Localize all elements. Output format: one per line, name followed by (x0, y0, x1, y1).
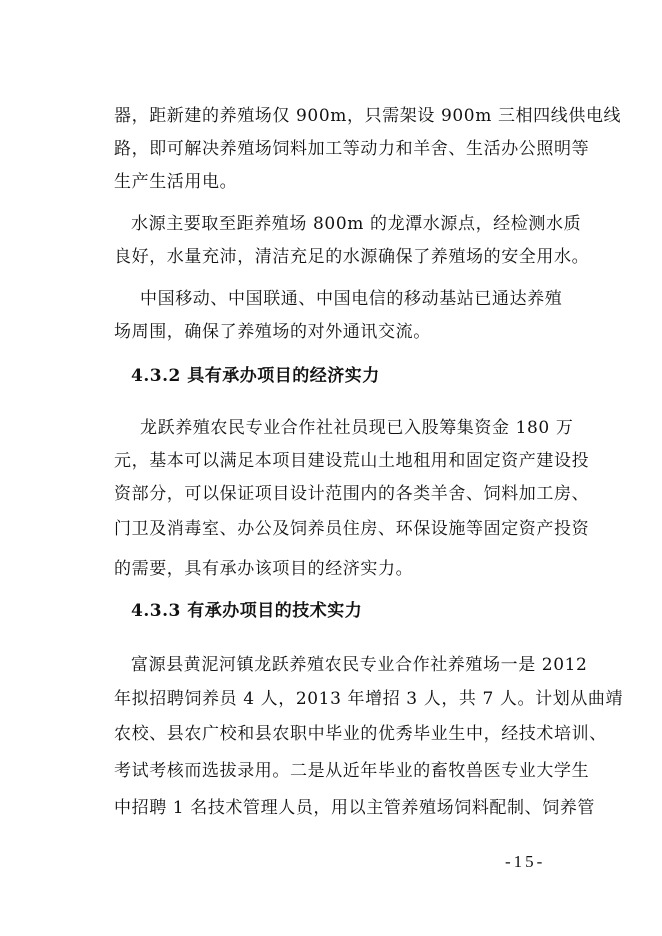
page-number: -15- (505, 852, 546, 871)
text-line: 农校、县农广校和县农职中毕业的优秀毕业生中，经技术培训、 (114, 724, 607, 744)
text-line: 生产生活用电。 (114, 172, 238, 192)
section-heading-4-3-3: 4.3.3 有承办项目的技术实力 (131, 601, 363, 621)
text-line: 考试考核而选拔录用。二是从近年毕业的畜牧兽医专业大学生 (114, 761, 590, 781)
text-line: 水源主要取至距养殖场 800m 的龙潭水源点，经检测水质 (131, 214, 582, 234)
text-line: 元，基本可以满足本项目建设荒山土地租用和固定资产建设投 (114, 451, 590, 471)
text-line: 场周围，确保了养殖场的对外通讯交流。 (114, 322, 431, 342)
text-line: 中国移动、中国联通、中国电信的移动基站已通达养殖 (140, 289, 563, 309)
text-line: 路，即可解决养殖场饲料加工等动力和羊舍、生活办公照明等 (114, 139, 590, 159)
text-line: 年拟招聘饲养员 4 人，2013 年增招 3 人，共 7 人。计划从曲靖 (114, 689, 624, 709)
text-line: 中招聘 1 名技术管理人员，用以主管养殖场饲料配制、饲养管 (114, 798, 596, 818)
text-line: 良好，水量充沛，清洁充足的水源确保了养殖场的安全用水。 (114, 247, 590, 267)
text-line: 资部分，可以保证项目设计范围内的各类羊舍、饲料加工房、 (114, 484, 590, 504)
text-line: 器，距新建的养殖场仅 900m，只需架设 900m 三相四线供电线 (114, 106, 622, 126)
text-line: 富源县黄泥河镇龙跃养殖农民专业合作社养殖场一是 2012 (131, 655, 588, 675)
text-line: 的需要，具有承办该项目的经济实力。 (114, 559, 414, 579)
section-heading-4-3-2: 4.3.2 具有承办项目的经济实力 (131, 366, 380, 386)
text-line: 门卫及消毒室、办公及饲养员住房、环保设施等固定资产投资 (114, 519, 590, 539)
text-line: 龙跃养殖农民专业合作社社员现已入股筹集资金 180 万 (140, 418, 574, 438)
